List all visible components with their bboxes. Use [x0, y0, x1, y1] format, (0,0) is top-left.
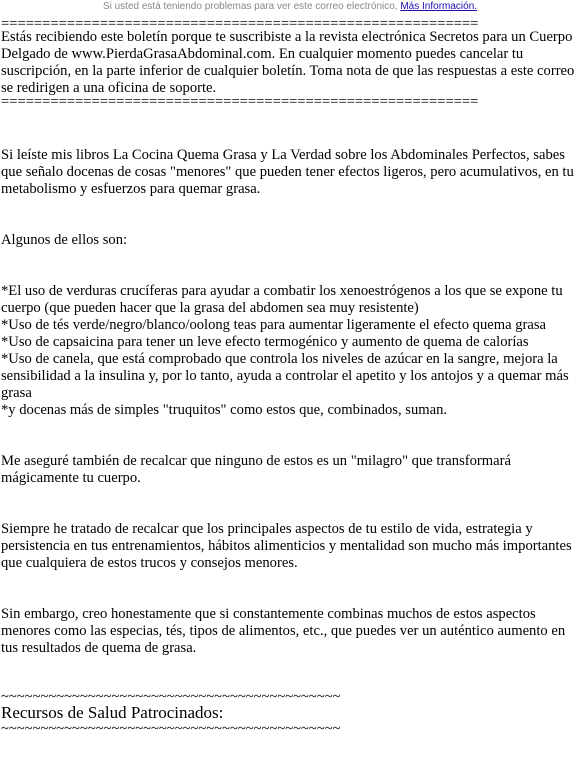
list-item: *y docenas más de simples "truquitos" como estos que, combinados, suman.	[1, 402, 448, 418]
view-problem-text: Si usted está teniendo problemas para ver este correo electrónico,	[102, 1, 398, 12]
paragraph-however: Sin embargo, creo honestamente que si constantemente combinas muchos de estos aspectos menores como las especias, tés, tipos de alimentos, etc., que puedes ver un auténtico aumento en tus resultados de quema de grasa.	[1, 606, 566, 656]
paragraph-no-miracle: Me aseguré también de recalcar que ninguno de estos es un "milagro" que transformará mágicamente tu cuerpo.	[1, 453, 511, 486]
rule-bottom: ==========================================================	[1, 97, 479, 107]
tips-list	[1, 283, 580, 419]
list-item: *Uso de canela, que está comprobado que controla los niveles de azúcar en la sangre, mejora la sensibilidad a la insulina y, por lo tanto, ayuda a controlar el apetito y los antojos y a quemar más grasa	[1, 351, 569, 401]
list-item: *Uso de tés verde/negro/blanco/oolong teas para aumentar ligeramente el efecto quema grasa	[1, 317, 547, 333]
tilde-divider-bottom: ~~~~~~~~~~~~~~~~~~~~~~~~~~~~~~~~~~~~~~~~~~~	[1, 723, 341, 735]
email-body	[0, 15, 580, 735]
list-item: *Uso de capsaicina para tener un leve efecto termogénico y aumento de quema de calorías	[1, 334, 529, 350]
view-problem-notice	[0, 0, 580, 15]
tilde-divider-top: ~~~~~~~~~~~~~~~~~~~~~~~~~~~~~~~~~~~~~~~~~~~	[1, 691, 341, 703]
list-item: *El uso de verduras crucíferas para ayudar a combatir los xenoestrógenos a los que se expone tu cuerpo (que pueden hacer que la grasa del abdomen sea muy resistente)	[1, 283, 563, 316]
paragraph-some-are: Algunos de ellos son:	[1, 232, 128, 248]
paragraph-main-aspects: Siempre he tratado de recalcar que los principales aspectos de tu estilo de vida, estrategia y persistencia en tus entrenamientos, hábitos alimenticios y mentalidad son mucho más importantes que cualquiera de estos trucos y consejos menores.	[1, 521, 572, 571]
subscription-intro: Estás recibiendo este boletín porque te suscribiste a la revista electrónica Secretos para un Cuerpo Delgado de www.PierdaGrasaAbdominal.com. En cualquier momento puedes cancelar tu suscripción, en la parte inferior de cualquier boletín. Toma nota de que las respuestas a este correo se redirigen a una oficina de soporte.	[1, 29, 575, 96]
paragraph-books: Si leíste mis libros La Cocina Quema Grasa y La Verdad sobre los Abdominales Perfectos, sabes que señalo docenas de cosas "menores" que pueden tener efectos ligeros, pero acumulativos, en tu metabolismo y esfuerzos para quemar grasa.	[1, 147, 574, 197]
rule-top: ==========================================================	[1, 19, 479, 29]
more-info-link[interactable]: Más Información.	[400, 1, 478, 12]
sponsored-heading: Recursos de Salud Patrocinados:	[1, 703, 224, 722]
